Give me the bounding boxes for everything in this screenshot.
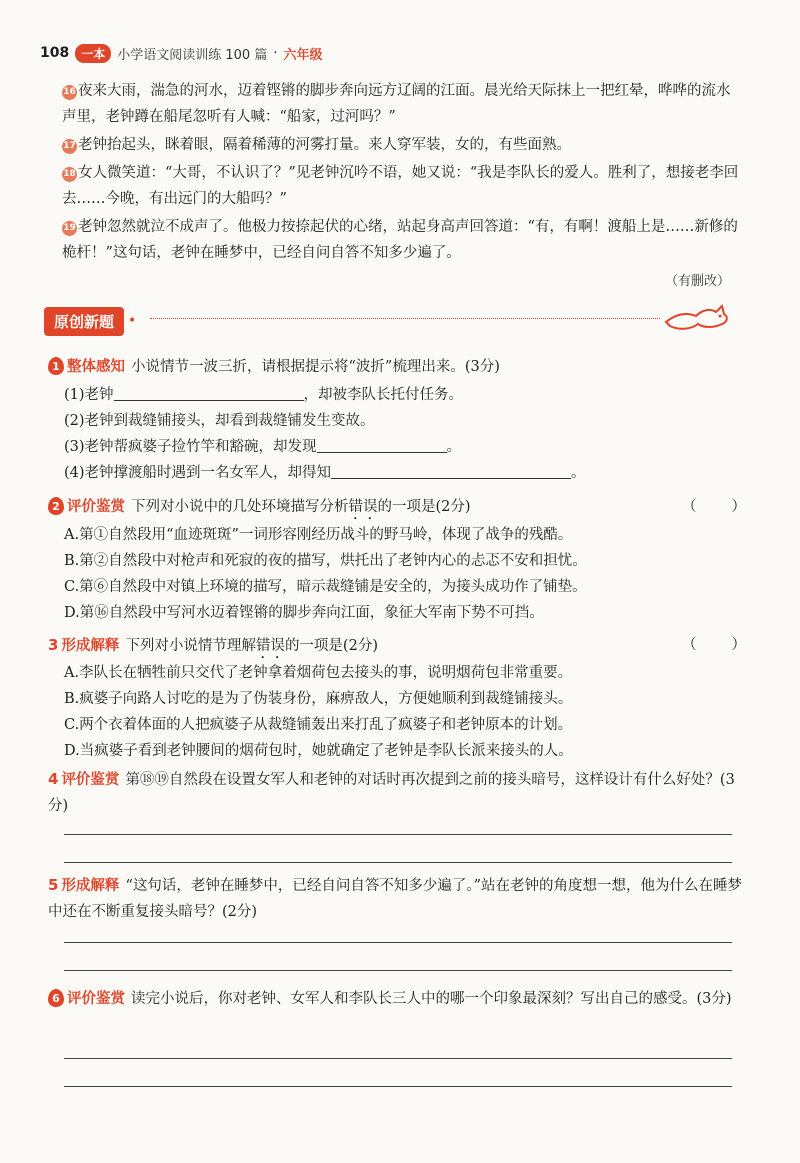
q3-option-b: B.疯婆子向路人讨吃的是为了伪装身份，麻痹敌人，方便她顺利到裁缝铺接头。 bbox=[64, 691, 573, 707]
answer-bracket[interactable]: （ ） bbox=[682, 499, 748, 515]
paragraph-text: 女人微笑道：“大哥，不认识了？”见老钟沉吟不语，她又说：“我是李队长的爱人。胜利了，想接老李回去……今晚，有出远门的大船吗？” bbox=[62, 165, 739, 207]
section-title: 原创新题 bbox=[44, 307, 124, 336]
question-6 bbox=[48, 986, 748, 1012]
q2-option-b: B.第②自然段中对枪声和死寂的夜的描写，烘托出了老钟内心的忐忑不安和担忧。 bbox=[64, 553, 587, 569]
paragraph-number: 18 bbox=[62, 167, 77, 182]
emphasis-word: 错误 bbox=[255, 638, 285, 654]
q2-option-c: C.第⑥自然段中对镇上环境的描写，暗示裁缝铺是安全的，为接头成功作了铺垫。 bbox=[64, 579, 587, 595]
answer-blank[interactable] bbox=[331, 462, 571, 479]
answer-bracket[interactable]: （ ） bbox=[682, 637, 748, 653]
q1-item-3 bbox=[64, 434, 744, 460]
paragraph-number: 16 bbox=[62, 85, 77, 100]
question-5 bbox=[48, 872, 748, 925]
page-header bbox=[40, 42, 322, 64]
question-text-tail: 的一项是(2分) bbox=[377, 499, 471, 515]
answer-line[interactable] bbox=[64, 1086, 732, 1087]
item-text: (3)老钟帮疯婆子捡竹竿和豁碗，却发现 bbox=[64, 439, 317, 455]
question-1 bbox=[48, 354, 748, 380]
answer-blank[interactable] bbox=[114, 384, 304, 401]
paragraph-number: 19 bbox=[62, 221, 77, 236]
question-text: 第⑱⑲自然段在设置女军人和老钟的对话时再次提到之前的接头暗号，这样设计有什么好处？(3分) bbox=[48, 772, 735, 814]
question-3 bbox=[48, 632, 748, 662]
item-text-tail: ，却被李队长托付任务。 bbox=[303, 387, 464, 403]
header-separator: · bbox=[273, 45, 278, 61]
question-type: 评价鉴赏 bbox=[61, 772, 120, 788]
question-text-tail: 的一项是(2分) bbox=[284, 638, 378, 654]
question-type: 形成解释 bbox=[61, 878, 120, 894]
question-text: 下列对小说中的几处环境描写分析 bbox=[131, 499, 349, 515]
paragraph-text: 夜来大雨，湍急的河水，迈着铿锵的脚步奔向远方辽阔的江面。晨光给天际抹上一把红晕，哗哗的流水声里，老钟蹲在船尾忽听有人喊：“船家，过河吗？” bbox=[62, 83, 731, 125]
q1-item-2 bbox=[64, 408, 744, 434]
brand-badge: 一本 bbox=[75, 44, 111, 63]
q3-option-d: D.当疯婆子看到老钟腰间的烟荷包时，她就确定了老钟是李队长派来接头的人。 bbox=[64, 743, 573, 759]
item-text-tail: 。 bbox=[446, 439, 462, 455]
story-paragraph-19 bbox=[62, 214, 740, 266]
question-type: 整体感知 bbox=[67, 359, 125, 375]
question-number: 5 bbox=[48, 876, 59, 894]
paragraph-text: 老钟忽然就泣不成声了。他极力按捺起伏的心绪，站起身高声回答道：“有，有啊！渡船上是……新修的桅杆！”这句话，老钟在睡梦中，已经自问自答不知多少遍了。 bbox=[62, 219, 738, 261]
banner-dotted-line bbox=[150, 318, 660, 319]
question-2 bbox=[48, 494, 748, 523]
paragraph-text: 老钟抬起头，眯着眼，隔着稀薄的河雾打量。来人穿军装，女的，有些面熟。 bbox=[78, 137, 571, 153]
story-paragraph-16 bbox=[62, 78, 740, 130]
item-text: (4)老钟撑渡船时遇到一名女军人，却得知 bbox=[64, 465, 332, 481]
running-cat-icon bbox=[662, 300, 732, 334]
question-number: 1 bbox=[48, 357, 64, 375]
answer-blank[interactable] bbox=[317, 436, 447, 453]
answer-line[interactable] bbox=[64, 1058, 732, 1059]
answer-line[interactable] bbox=[64, 942, 732, 943]
question-type: 评价鉴赏 bbox=[67, 991, 125, 1007]
question-text: 读完小说后，你对老钟、女军人和李队长三人中的哪一个印象最深刻？写出自己的感受。(3分) bbox=[131, 991, 732, 1007]
item-text-tail: 。 bbox=[571, 465, 586, 481]
question-4 bbox=[48, 766, 748, 819]
q2-option-d: D.第⑯自然段中写河水迈着铿锵的脚步奔向江面，象征大军南下势不可挡。 bbox=[64, 605, 544, 621]
question-text: “这句话，老钟在睡梦中，已经自问自答不知多少遍了。”站在老钟的角度想一想，他为什么在睡梦中还在不断重复接头暗号？(2分) bbox=[48, 878, 743, 920]
item-text: (2)老钟到裁缝铺接头，却看到裁缝铺发生变故。 bbox=[64, 413, 375, 429]
question-type: 形成解释 bbox=[61, 638, 120, 654]
banner-dot: • bbox=[128, 313, 137, 329]
q3-option-c: C.两个衣着体面的人把疯婆子从裁缝铺轰出来打乱了疯婆子和老钟原本的计划。 bbox=[64, 717, 573, 733]
question-number: 4 bbox=[48, 770, 59, 788]
page-number: 108 bbox=[40, 45, 70, 61]
answer-line[interactable] bbox=[64, 862, 732, 863]
story-paragraph-18 bbox=[62, 160, 740, 212]
story-paragraph-17 bbox=[62, 132, 740, 158]
q1-item-1 bbox=[64, 382, 744, 408]
source-note: （有删改） bbox=[664, 274, 730, 289]
question-number: 3 bbox=[48, 636, 59, 654]
question-text: 下列对小说情节理解 bbox=[125, 638, 256, 654]
series-title: 小学语文阅读训练 100 篇 bbox=[117, 47, 268, 63]
grade-label: 六年级 bbox=[283, 47, 323, 63]
q2-option-a: A.第①自然段用“血迹斑斑”一词形容刚经历战斗的野马岭，体现了战争的残酷。 bbox=[64, 527, 573, 543]
answer-line[interactable] bbox=[64, 970, 732, 971]
q3-option-a: A.李队长在牺牲前只交代了老钟拿着烟荷包去接头的事，说明烟荷包非常重要。 bbox=[64, 665, 573, 681]
section-banner bbox=[44, 306, 136, 336]
item-text: (1)老钟 bbox=[64, 387, 114, 403]
question-text: 小说情节一波三折，请根据提示将“波折”梳理出来。(3分) bbox=[131, 359, 500, 375]
question-type: 评价鉴赏 bbox=[67, 499, 125, 515]
emphasis-word: 错误 bbox=[348, 499, 378, 515]
answer-line[interactable] bbox=[64, 834, 732, 835]
question-number: 2 bbox=[48, 497, 64, 515]
question-number: 6 bbox=[48, 989, 64, 1007]
paragraph-number: 17 bbox=[62, 139, 77, 154]
q1-item-4 bbox=[64, 460, 744, 486]
